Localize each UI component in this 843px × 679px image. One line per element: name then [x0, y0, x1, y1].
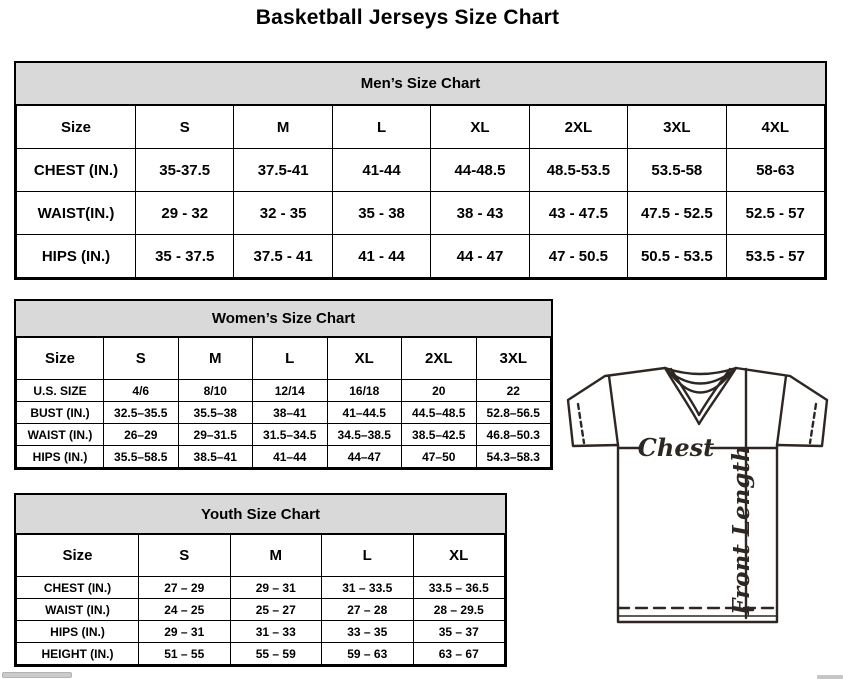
size-value-cell: 20: [402, 380, 477, 402]
jersey-right-cuff-dashes: [810, 404, 816, 443]
size-value-cell: 37.5 - 41: [234, 235, 332, 278]
size-value-cell: 22: [476, 380, 551, 402]
measurement-row: [17, 149, 825, 192]
size-value-cell: 63 – 67: [413, 643, 505, 665]
womens-size-table: [16, 337, 551, 468]
jersey-right-armhole-seam: [777, 376, 786, 445]
size-value-cell: 31 – 33.5: [322, 577, 414, 599]
size-value-cell: 24 – 25: [139, 599, 231, 621]
size-value-cell: 43 - 47.5: [529, 192, 627, 235]
horizontal-scrollbar-thumb[interactable]: [2, 672, 72, 678]
size-value-cell: 31 – 33: [230, 621, 322, 643]
size-value-cell: 52.8–56.5: [476, 402, 551, 424]
size-column-header: S: [139, 535, 231, 577]
size-column-header: L: [253, 338, 328, 380]
size-value-cell: 35.5–58.5: [104, 446, 179, 468]
measurement-row-label: WAIST (IN.): [17, 599, 139, 621]
size-value-cell: 53.5-58: [628, 149, 726, 192]
measurement-row-label: HEIGHT (IN.): [17, 643, 139, 665]
measurement-row-label: U.S. SIZE: [17, 380, 104, 402]
size-value-cell: 29–31.5: [178, 424, 253, 446]
size-value-cell: 50.5 - 53.5: [628, 235, 726, 278]
size-value-cell: 35 - 37.5: [136, 235, 234, 278]
size-header-row: [17, 106, 825, 149]
size-value-cell: 55 – 59: [230, 643, 322, 665]
jersey-left-armhole-seam: [609, 376, 618, 445]
size-column-header: 2XL: [402, 338, 477, 380]
size-value-cell: 29 – 31: [230, 577, 322, 599]
jersey-collar-top: [665, 368, 736, 374]
jersey-measurement-diagram: [558, 358, 843, 678]
size-value-cell: 41–44: [253, 446, 328, 468]
size-corner-header: Size: [17, 338, 104, 380]
size-value-cell: 38.5–41: [178, 446, 253, 468]
measurement-row-label: HIPS (IN.): [17, 621, 139, 643]
size-value-cell: 41 - 44: [332, 235, 430, 278]
size-value-cell: 29 – 31: [139, 621, 231, 643]
size-value-cell: 35 – 37: [413, 621, 505, 643]
size-value-cell: 16/18: [327, 380, 402, 402]
youth-size-table: [16, 534, 505, 665]
measurement-row: [17, 446, 551, 468]
size-header-row: [17, 338, 551, 380]
size-value-cell: 38 - 43: [431, 192, 529, 235]
measurement-row: [17, 577, 505, 599]
size-value-cell: 25 – 27: [230, 599, 322, 621]
measurement-row: [17, 192, 825, 235]
youth-size-chart: [14, 493, 507, 667]
measurement-row: [17, 235, 825, 278]
measurement-row-label: CHEST (IN.): [17, 149, 136, 192]
size-column-header: XL: [413, 535, 505, 577]
size-value-cell: 46.8–50.3: [476, 424, 551, 446]
size-value-cell: 41–44.5: [327, 402, 402, 424]
measurement-row: [17, 621, 505, 643]
measurement-row: [17, 599, 505, 621]
size-value-cell: 33 – 35: [322, 621, 414, 643]
size-value-cell: 4/6: [104, 380, 179, 402]
size-value-cell: 28 – 29.5: [413, 599, 505, 621]
size-column-header: S: [104, 338, 179, 380]
size-value-cell: 31.5–34.5: [253, 424, 328, 446]
size-value-cell: 59 – 63: [322, 643, 414, 665]
measurement-row: [17, 643, 505, 665]
mens-size-chart-title: Men’s Size Chart: [16, 63, 825, 105]
measurement-row: [17, 402, 551, 424]
mens-size-table: [16, 105, 825, 278]
size-value-cell: 51 – 55: [139, 643, 231, 665]
size-column-header: 3XL: [628, 106, 726, 149]
size-value-cell: 26–29: [104, 424, 179, 446]
size-column-header: 4XL: [726, 106, 824, 149]
mens-size-chart: [14, 61, 827, 280]
size-corner-header: Size: [17, 535, 139, 577]
size-column-header: M: [234, 106, 332, 149]
size-value-cell: 8/10: [178, 380, 253, 402]
measurement-row-label: CHEST (IN.): [17, 577, 139, 599]
size-value-cell: 53.5 - 57: [726, 235, 824, 278]
size-value-cell: 44 - 47: [431, 235, 529, 278]
size-value-cell: 32 - 35: [234, 192, 332, 235]
size-value-cell: 37.5-41: [234, 149, 332, 192]
size-column-header: XL: [431, 106, 529, 149]
size-value-cell: 47.5 - 52.5: [628, 192, 726, 235]
front-length-label: Front Length: [728, 445, 755, 615]
measurement-row: [17, 424, 551, 446]
womens-size-chart-title: Women’s Size Chart: [16, 301, 551, 337]
measurement-row-label: WAIST(IN.): [17, 192, 136, 235]
measurement-row: [17, 380, 551, 402]
size-value-cell: 29 - 32: [136, 192, 234, 235]
size-column-header: M: [178, 338, 253, 380]
jersey-outline: [568, 368, 827, 622]
jersey-left-cuff-dashes: [578, 404, 584, 443]
size-value-cell: 12/14: [253, 380, 328, 402]
size-value-cell: 32.5–35.5: [104, 402, 179, 424]
size-column-header: S: [136, 106, 234, 149]
page-title: Basketball Jerseys Size Chart: [255, 6, 560, 29]
size-value-cell: 48.5-53.5: [529, 149, 627, 192]
size-column-header: 3XL: [476, 338, 551, 380]
size-value-cell: 38–41: [253, 402, 328, 424]
scrollbar-corner-fragment[interactable]: [817, 675, 843, 679]
size-value-cell: 34.5–38.5: [327, 424, 402, 446]
size-value-cell: 35 - 38: [332, 192, 430, 235]
size-column-header: L: [322, 535, 414, 577]
size-value-cell: 47 - 50.5: [529, 235, 627, 278]
size-value-cell: 44.5–48.5: [402, 402, 477, 424]
size-column-header: 2XL: [529, 106, 627, 149]
size-value-cell: 54.3–58.3: [476, 446, 551, 468]
youth-size-chart-title: Youth Size Chart: [16, 495, 505, 534]
size-value-cell: 35.5–38: [178, 402, 253, 424]
womens-size-chart: [14, 299, 553, 470]
size-header-row: [17, 535, 505, 577]
size-value-cell: 58-63: [726, 149, 824, 192]
size-column-header: L: [332, 106, 430, 149]
measurement-row-label: HIPS (IN.): [17, 235, 136, 278]
size-value-cell: 35-37.5: [136, 149, 234, 192]
size-column-header: XL: [327, 338, 402, 380]
measurement-row-label: BUST (IN.): [17, 402, 104, 424]
size-value-cell: 33.5 – 36.5: [413, 577, 505, 599]
chest-label: Chest: [637, 433, 715, 462]
measurement-row-label: HIPS (IN.): [17, 446, 104, 468]
measurement-row-label: WAIST (IN.): [17, 424, 104, 446]
size-value-cell: 44–47: [327, 446, 402, 468]
size-value-cell: 27 – 29: [139, 577, 231, 599]
size-value-cell: 38.5–42.5: [402, 424, 477, 446]
size-column-header: M: [230, 535, 322, 577]
size-corner-header: Size: [17, 106, 136, 149]
size-value-cell: 27 – 28: [322, 599, 414, 621]
size-value-cell: 41-44: [332, 149, 430, 192]
size-value-cell: 52.5 - 57: [726, 192, 824, 235]
size-value-cell: 44-48.5: [431, 149, 529, 192]
size-value-cell: 47–50: [402, 446, 477, 468]
